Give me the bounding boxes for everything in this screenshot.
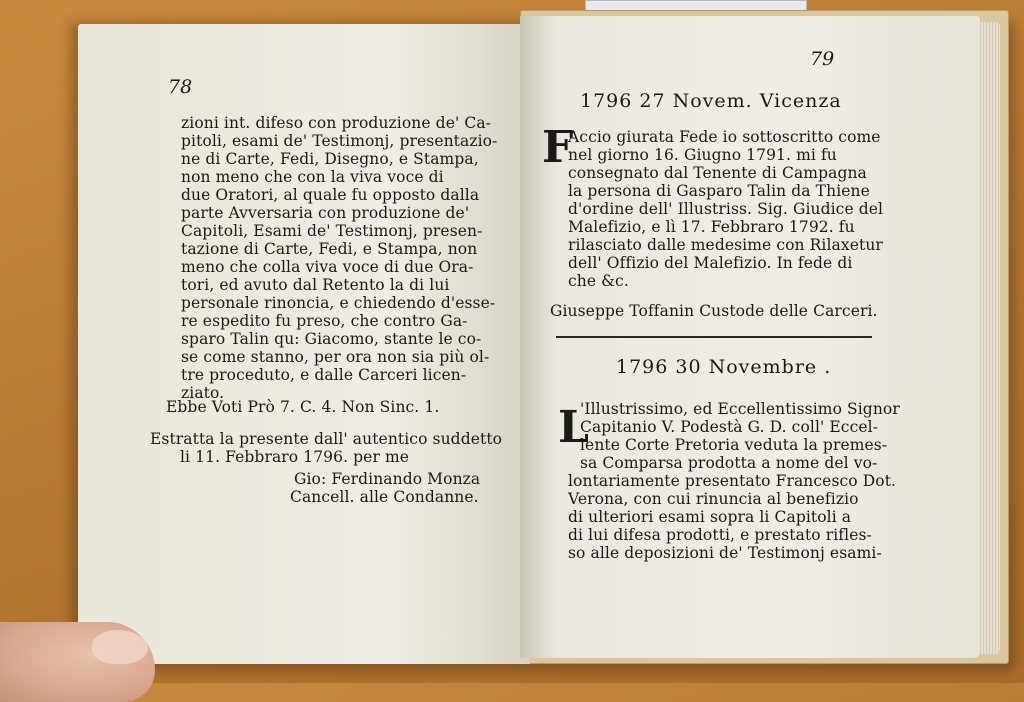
text-line: Accio giurata Fede io sottoscritto come (568, 128, 881, 146)
signature-line: Gio: Ferdinando Monza (294, 470, 481, 488)
text-line: non meno che con la viva voce di (181, 168, 444, 186)
text-line: che &c. (568, 272, 629, 290)
text-line: lente Corte Pretoria veduta la premes- (580, 436, 888, 454)
text-line: zioni int. difeso con produzione de' Ca- (181, 114, 491, 132)
extract-line: Estratta la presente dall' autentico suddetto (150, 430, 503, 448)
right-page (520, 16, 980, 658)
text-line: Capitoli, Esami de' Testimonj, presen- (181, 222, 483, 240)
text-line: la persona di Gasparo Talin da Thiene (568, 182, 870, 200)
divider-rule (556, 336, 872, 338)
text-line: ne di Carte, Fedi, Disegno, e Stampa, (181, 150, 479, 168)
text-line: tori, ed avuto dal Retento la di lui (181, 276, 450, 294)
extract-line: li 11. Febbraro 1796. per me (180, 448, 410, 466)
text-line: sparo Talin qu: Giacomo, stante le co- (181, 330, 482, 348)
text-line: Malefizio, e lì 17. Febbraro 1792. fu (568, 218, 855, 236)
signature-line: Giuseppe Toffanin Custode delle Carceri. (550, 302, 878, 320)
text-line: 'Illustrissimo, ed Eccellentissimo Signor (580, 400, 900, 418)
thumbnail (92, 630, 148, 664)
text-line: se come stanno, per ora non sia più ol- (181, 348, 490, 366)
text-line: due Oratori, al quale fu opposto dalla (181, 186, 480, 204)
drop-cap: F (542, 122, 574, 173)
text-line: dell' Offizio del Malefizio. In fede di (568, 254, 853, 272)
text-line: so alle deposizioni de' Testimonj esami- (568, 544, 882, 562)
text-line: parte Avversaria con produzione de' (181, 204, 470, 222)
drop-cap: L (558, 402, 589, 453)
left-page (78, 24, 530, 664)
text-line: nel giorno 16. Giugno 1791. mi fu (568, 146, 837, 164)
entry-heading: 1796 30 Novembre . (616, 356, 832, 378)
page-number-left: 78 (168, 76, 193, 98)
text-line: Verona, con cui rinuncia al benefizio (568, 490, 859, 508)
signature-line: Cancell. alle Condanne. (290, 488, 479, 506)
text-line: pitoli, esami de' Testimonj, presentazio- (181, 132, 498, 150)
text-line: di ulteriori esami sopra li Capitoli a (568, 508, 852, 526)
text-line: re espedito fu preso, che contro Ga- (181, 312, 468, 330)
votes-line: Ebbe Voti Prò 7. C. 4. Non Sinc. 1. (166, 398, 440, 416)
text-line: d'ordine dell' Illustriss. Sig. Giudice del (568, 200, 884, 218)
text-line: Capitanio V. Podestà G. D. coll' Eccel- (580, 418, 879, 436)
page-edges (978, 22, 1000, 654)
text-line: lontariamente presentato Francesco Dot. (568, 472, 897, 490)
text-line: personale rinoncia, e chiedendo d'esse- (181, 294, 496, 312)
text-line: consegnato dal Tenente di Campagna (568, 164, 867, 182)
text-line: sa Comparsa prodotta a nome del vo- (580, 454, 878, 472)
page-number-right: 79 (810, 48, 835, 70)
text-line: tazione di Carte, Fedi, e Stampa, non (181, 240, 478, 258)
entry-heading: 1796 27 Novem. Vicenza (580, 90, 842, 112)
text-line: di lui difesa prodotti, e prestato rifles- (568, 526, 872, 544)
text-line: ziato. (181, 384, 225, 402)
text-line: tre proceduto, e dalle Carceri licen- (181, 366, 467, 384)
text-line: meno che colla viva voce di due Ora- (181, 258, 474, 276)
text-line: rilasciato dalle medesime con Rilaxetur (568, 236, 883, 254)
